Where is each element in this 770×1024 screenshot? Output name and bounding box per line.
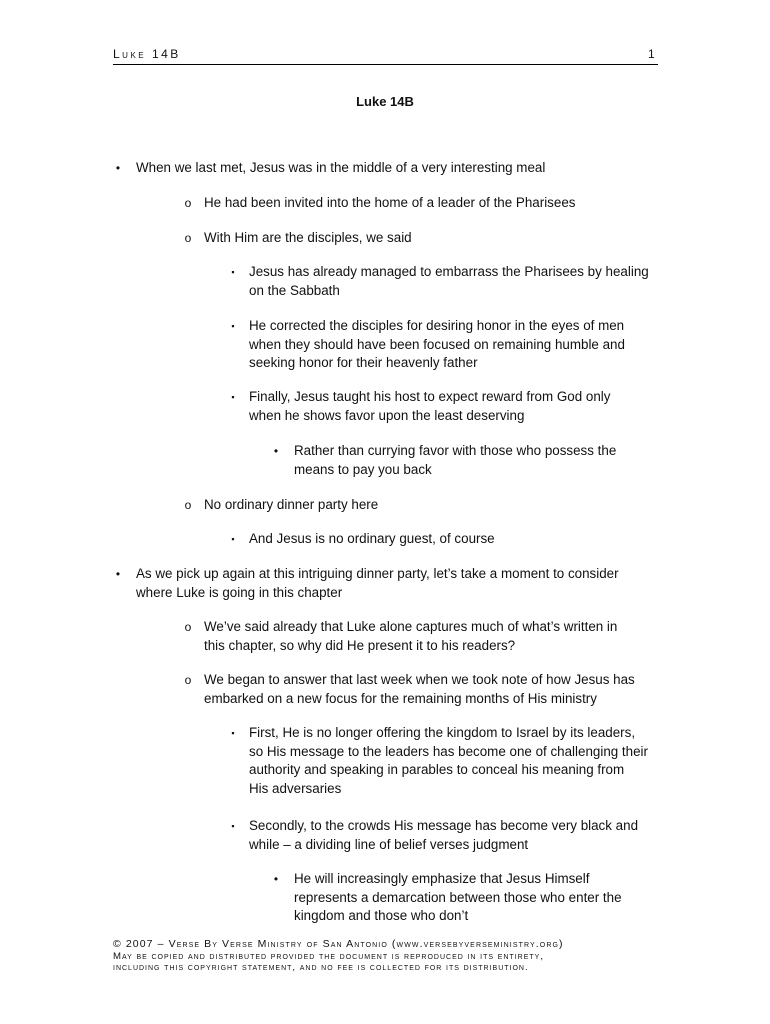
outline-item-text: We’ve said already that Luke alone captures much of what’s written in (204, 619, 618, 634)
bullet-marker: • (273, 444, 279, 458)
bullet-marker: • (273, 872, 279, 886)
outline-item-text: embarked on a new focus for the remaining months of His ministry (204, 690, 597, 706)
outline-item-level-1 (115, 565, 656, 602)
outline-item-level-1 (115, 159, 656, 178)
outline-item-text: while – a dividing line of belief verses judgment (249, 836, 529, 852)
document-title: Luke 14B (356, 94, 414, 109)
page-number: 1 (648, 47, 655, 61)
outline-item-level-2 (184, 618, 656, 655)
bullet-marker: o (184, 231, 192, 245)
outline-item-text: With Him are the disciples, we said (204, 230, 412, 245)
outline-item-text: Finally, Jesus taught his host to expect reward from God only (249, 389, 611, 404)
outline-item-level-4 (273, 442, 654, 479)
outline-item-text: He will increasingly emphasize that Jesus Himself (294, 871, 590, 886)
bullet-marker: • (115, 161, 121, 175)
outline-item-level-3 (231, 817, 659, 854)
header-rule (113, 64, 658, 65)
bullet-marker: ▪ (231, 534, 235, 544)
outline-item-text: so His message to the leaders has become one of challenging their (249, 743, 648, 759)
bullet-marker: o (184, 620, 192, 634)
bullet-marker: o (184, 498, 192, 512)
bullet-marker: ▪ (231, 321, 235, 331)
outline-item-level-2 (184, 194, 656, 213)
outline-item-text: when they should have been focused on remaining humble and (249, 336, 625, 352)
outline-item-text: Secondly, to the crowds His message has become very black and (249, 818, 639, 833)
outline-item-text: represents a demarcation between those who enter the (294, 889, 622, 905)
outline-item-level-3 (231, 263, 659, 300)
outline-item-text: Rather than currying favor with those who possess the (294, 443, 617, 458)
bullet-marker: o (184, 673, 192, 687)
outline-item-text: seeking honor for their heavenly father (249, 355, 478, 370)
outline-item-text: And Jesus is no ordinary guest, of course (249, 531, 495, 546)
outline-item-text: First, He is no longer offering the kingdom to Israel by its leaders, (249, 725, 636, 740)
bullet-marker: ▪ (231, 267, 235, 277)
bullet-marker: ▪ (231, 392, 235, 402)
bullet-marker: o (184, 196, 192, 210)
bullet-marker: • (115, 567, 121, 581)
outline-item-level-2 (184, 671, 656, 708)
outline-item-level-2 (184, 496, 656, 515)
outline-item-text: where Luke is going in this chapter (136, 584, 343, 600)
outline-item-text: authority and speaking in parables to conceal his meaning from (249, 762, 625, 777)
outline-item-level-4 (273, 870, 654, 926)
distribution-line-2: including this copyright statement, and no fee is collected for its distribution. (113, 962, 529, 973)
outline-item-text: As we pick up again at this intriguing dinner party, let’s take a moment to consider (136, 566, 619, 581)
outline-item-text: means to pay you back (294, 461, 432, 477)
copyright-footer (113, 939, 658, 974)
outline-item-level-3 (231, 724, 659, 798)
running-header-title: Luke 14B (113, 47, 181, 61)
outline-item-text: He had been invited into the home of a leader of the Pharisees (204, 195, 576, 210)
outline-item-text: When we last met, Jesus was in the middle of a very interesting meal (136, 160, 546, 175)
outline-item-level-3 (231, 317, 659, 373)
outline-item-text: kingdom and those who don’t (294, 908, 469, 923)
outline-item-text: Jesus has already managed to embarrass the Pharisees by healing (249, 264, 649, 279)
outline-item-text: He corrected the disciples for desiring honor in the eyes of men (249, 318, 625, 333)
distribution-line-1: May be copied and distributed provided the document is reproduced in its entirety, (113, 950, 544, 962)
outline-item-text: We began to answer that last week when we took note of how Jesus has (204, 672, 635, 687)
outline-item-level-3 (231, 530, 659, 549)
outline-item-text: No ordinary dinner party here (204, 497, 379, 512)
outline-item-text: His adversaries (249, 780, 342, 796)
bullet-marker: ▪ (231, 728, 235, 738)
outline-item-text: this chapter, so why did He present it to his readers? (204, 637, 516, 653)
outline-item-text: on the Sabbath (249, 282, 340, 298)
outline-item-level-2 (184, 229, 656, 248)
bullet-marker: ▪ (231, 821, 235, 831)
outline-item-level-3 (231, 388, 659, 425)
copyright-line: © 2007 – Verse By Verse Ministry of San Antonio (www.versebyverseministry.org) (113, 938, 564, 950)
outline-item-text: when he shows favor upon the least deserving (249, 407, 525, 423)
